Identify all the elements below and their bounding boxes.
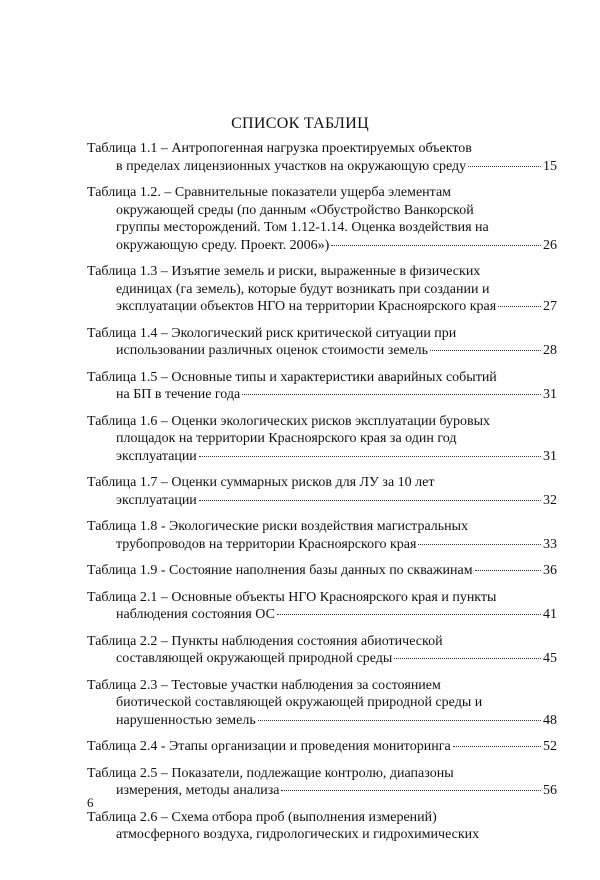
- toc-entry-line: [87, 184, 557, 202]
- toc-entry-text: на БП в течение года: [116, 387, 241, 402]
- toc-entry-text: окружающей среды (по данным «Обустройство Ванкорской: [116, 202, 474, 218]
- dot-leader: [498, 306, 541, 307]
- toc-entry-line: [87, 298, 557, 316]
- toc-entry-text: Таблица 2.4 - Этапы организации и проведения мониторинга: [87, 739, 451, 754]
- toc-entry-line: [87, 281, 557, 299]
- toc-entry-line: [87, 712, 557, 730]
- toc-entry: [87, 140, 557, 175]
- toc-page-number: 31: [543, 387, 557, 402]
- page-title: СПИСОК ТАБЛИЦ: [231, 115, 369, 132]
- toc-entry-text: наблюдения состояния ОС: [116, 607, 275, 622]
- toc-entry-line: [87, 237, 557, 255]
- toc-entry-line: [87, 325, 557, 343]
- dot-leader: [258, 720, 541, 721]
- toc-entry: [87, 184, 557, 254]
- toc-entry-line: [87, 413, 557, 431]
- toc-entry-text: эксплуатации: [116, 492, 197, 508]
- toc-entry-line: [87, 369, 557, 387]
- toc-entry-line: [87, 158, 557, 176]
- dot-leader: [277, 614, 541, 615]
- toc-entry-line: [87, 606, 557, 624]
- toc-entry-text: Таблица 1.9 - Состояние наполнения базы данных по скважинам: [87, 563, 473, 578]
- toc-entry: [87, 677, 557, 730]
- toc-entry-text: в пределах лицензионных участков на окружающую среду: [116, 158, 467, 174]
- toc-entry: [87, 738, 557, 756]
- toc-entry-text: биотической составляющей окружающей природной среды и: [116, 695, 483, 710]
- toc-entry-text: эксплуатации объектов НГО на территории Красноярского края: [116, 299, 497, 314]
- toc-entry-text: площадок на территории Красноярского края за один год: [116, 431, 457, 446]
- toc-entry-text: атмосферного воздуха, гидрологических и гидрохимических: [116, 827, 480, 842]
- toc-entry-text: трубопроводов на территории Красноярского края: [116, 536, 417, 552]
- toc-entry-text: Таблица 1.7 – Оценки суммарных рисков для ЛУ за 10 лет: [87, 475, 435, 490]
- toc-page-number: 33: [543, 536, 557, 552]
- toc-entry-text: Таблица 2.3 – Тестовые участки наблюдения за состоянием: [87, 677, 441, 693]
- toc-entry-line: [87, 492, 557, 510]
- toc-entry: [87, 518, 557, 553]
- toc-entry-line: [87, 782, 557, 800]
- toc-entry-line: [87, 430, 557, 448]
- dot-leader: [394, 658, 541, 659]
- toc-entry-line: [87, 386, 557, 404]
- toc-entry-line: [87, 342, 557, 360]
- toc-entry-line: [87, 263, 557, 281]
- toc-page-number: 28: [543, 343, 557, 358]
- page-number: 6: [87, 795, 94, 810]
- toc-entry-text: составляющей окружающей природной среды: [116, 651, 393, 666]
- toc-entry-line: [87, 677, 557, 695]
- toc-entry-text: измерения, методы анализа: [116, 783, 280, 798]
- toc-entry: [87, 562, 557, 580]
- toc-entry: [87, 413, 557, 466]
- toc-entry-line: [87, 809, 557, 827]
- toc-entry-text: Таблица 2.1 – Основные объекты НГО Красноярского края и пункты: [87, 589, 497, 605]
- toc-entry-text: эксплуатации: [116, 448, 197, 464]
- toc-entry-text: Таблица 1.2. – Сравнительные показатели ущерба элементам: [87, 185, 452, 200]
- toc-entry: [87, 765, 557, 800]
- toc-entry-line: [87, 633, 557, 651]
- toc-page-number: 45: [543, 651, 557, 666]
- toc-entry-text: Таблица 2.6 – Схема отбора проб (выполнения измерений): [87, 809, 437, 825]
- toc-entry-text: Таблица 1.3 – Изъятие земель и риски, выраженные в физических: [87, 264, 481, 279]
- toc-entry-text: нарушенностью земель: [116, 712, 256, 728]
- toc-entry: [87, 633, 557, 668]
- dot-leader: [242, 394, 541, 395]
- dot-leader: [199, 500, 541, 501]
- dot-leader: [331, 245, 541, 246]
- dot-leader: [430, 350, 541, 351]
- table-list: [87, 140, 557, 853]
- dot-leader: [199, 456, 541, 457]
- toc-entry-line: [87, 826, 557, 844]
- toc-page-number: 36: [543, 563, 557, 578]
- dot-leader: [453, 746, 541, 747]
- toc-page-number: 15: [543, 158, 557, 174]
- toc-entry: [87, 263, 557, 316]
- toc-entry-line: [87, 694, 557, 712]
- toc-entry-text: Таблица 2.2 – Пункты наблюдения состояния абиотической: [87, 633, 443, 649]
- toc-page-number: 27: [543, 299, 557, 314]
- toc-entry-line: [87, 518, 557, 536]
- dot-leader: [418, 544, 541, 545]
- toc-page-number: 32: [543, 492, 557, 508]
- toc-entry-line: [87, 765, 557, 783]
- dot-leader: [475, 570, 541, 571]
- toc-entry-text: использовании различных оценок стоимости земель: [116, 343, 428, 358]
- toc-page-number: 48: [543, 712, 557, 728]
- dot-leader: [468, 166, 541, 167]
- toc-entry-line: [87, 650, 557, 668]
- toc-entry-text: окружающую среду. Проект. 2006»): [116, 237, 330, 253]
- toc-entry: [87, 809, 557, 844]
- toc-entry-line: [87, 536, 557, 554]
- toc-entry-line: [87, 474, 557, 492]
- toc-entry-text: Таблица 1.1 – Антропогенная нагрузка проектируемых объектов: [87, 141, 472, 156]
- toc-page-number: 56: [543, 783, 557, 798]
- toc-page-number: 26: [543, 237, 557, 253]
- toc-entry-line: [87, 589, 557, 607]
- toc-entry: [87, 474, 557, 509]
- toc-entry: [87, 325, 557, 360]
- toc-entry-line: [87, 140, 557, 158]
- dot-leader: [281, 790, 541, 791]
- toc-page-number: 52: [543, 739, 557, 754]
- toc-entry-text: Таблица 2.5 – Показатели, подлежащие контролю, диапазоны: [87, 765, 454, 781]
- toc-entry: [87, 369, 557, 404]
- toc-entry-text: Таблица 1.8 - Экологические риски воздействия магистральных: [87, 519, 469, 534]
- toc-entry-line: [87, 738, 557, 756]
- toc-entry-line: [87, 562, 557, 580]
- toc-entry-text: Таблица 1.6 – Оценки экологических рисков эксплуатации буровых: [87, 413, 491, 429]
- toc-page-number: 41: [543, 607, 557, 622]
- toc-entry-line: [87, 219, 557, 237]
- toc-entry-text: Таблица 1.5 – Основные типы и характеристики аварийных событий: [87, 369, 497, 385]
- toc-entry-line: [87, 448, 557, 466]
- toc-entry-text: Таблица 1.4 – Экологический риск критической ситуации при: [87, 325, 457, 341]
- toc-entry-text: группы месторождений. Том 1.12-1.14. Оценка воздействия на: [116, 220, 489, 235]
- toc-entry-text: единицах (га земель), которые будут возникать при создании и: [116, 281, 490, 297]
- toc-entry-line: [87, 202, 557, 220]
- toc-entry: [87, 589, 557, 624]
- toc-page-number: 31: [543, 448, 557, 464]
